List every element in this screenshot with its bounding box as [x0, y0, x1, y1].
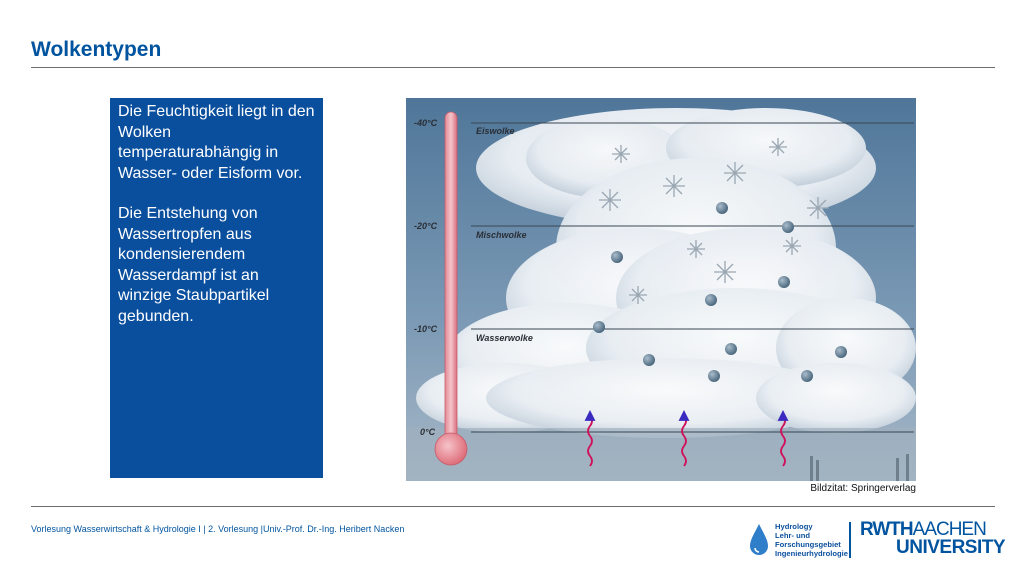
rwth-logo [860, 521, 1005, 557]
rwth-logo-aachen: AACHEN [912, 519, 986, 540]
cloud-label-mischwolke: Mischwolke [476, 230, 527, 240]
temp-label-minus10: -10°C [414, 324, 438, 334]
thermometer-bulb [435, 433, 467, 465]
haze-ground [406, 428, 916, 481]
institute-line-4: Ingenieurhydrologie [775, 549, 848, 558]
cloud-label-wasserwolke: Wasserwolke [476, 333, 533, 343]
title-divider [31, 67, 995, 68]
slide-title: Wolkentypen [31, 38, 162, 61]
info-paragraph-condensation: Die Entstehung von Wassertropfen aus kondensierendem Wasserdampf ist an winzige Staubpartikel gebunden. [118, 205, 270, 325]
thermometer-tube [445, 112, 457, 442]
footer-text: Vorlesung Wasserwirtschaft & Hydrologie I | 2. Vorlesung |Univ.-Prof. Dr.-Ing. Heribert Nacken [31, 524, 405, 534]
rwth-logo-bold: RWTH [860, 519, 913, 540]
cloud-temperature-diagram [406, 98, 916, 481]
info-paragraph-humidity: Die Feuchtigkeit liegt in den Wolken temperaturabhängig in Wasser- oder Eisform vor. [118, 103, 315, 182]
institute-logo [748, 522, 848, 558]
image-credit: Bildzitat: Springerverlag [810, 483, 916, 494]
institute-line-3: Forschungsgebiet [775, 540, 841, 549]
temp-label-minus20: -20°C [414, 221, 438, 231]
institute-line-1: Hydrology [775, 522, 813, 531]
info-box [110, 98, 323, 478]
footer-divider [31, 506, 995, 507]
rwth-logo-university: UNIVERSITY [896, 537, 1006, 558]
logo-separator [849, 522, 851, 558]
water-drop-icon [748, 522, 770, 558]
temp-label-minus40: -40°C [414, 118, 438, 128]
temp-label-zero: 0°C [420, 427, 436, 437]
institute-line-2: Lehr- und [775, 531, 811, 540]
cloud-label-eiswolke: Eiswolke [476, 126, 515, 136]
